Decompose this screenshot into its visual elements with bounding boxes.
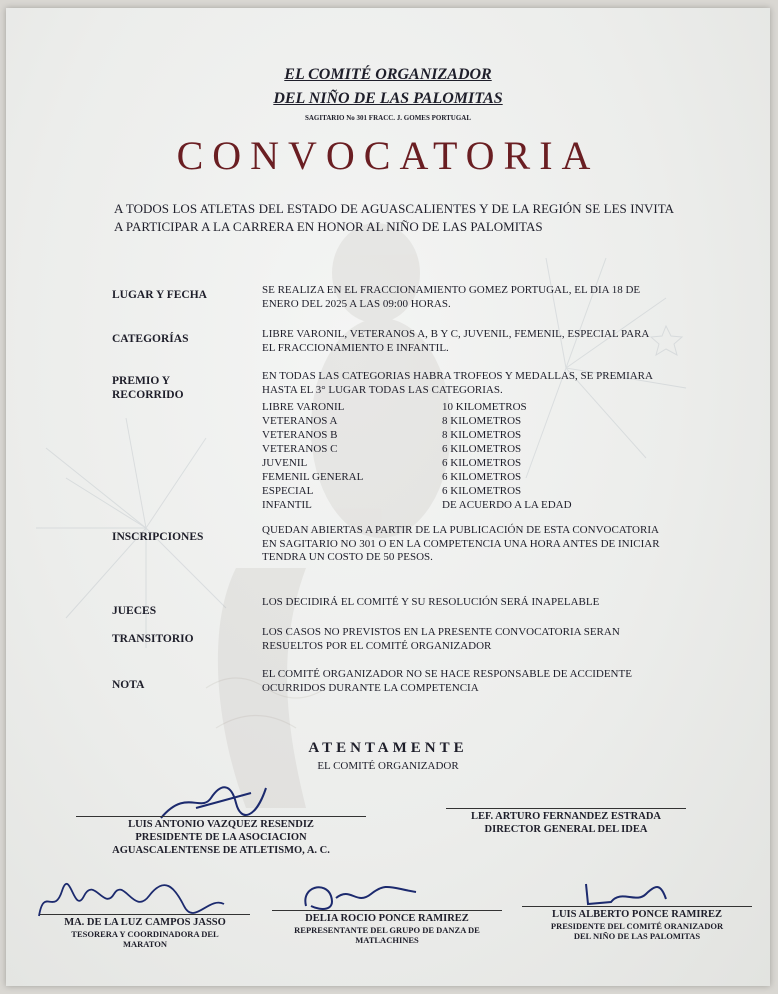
signature-role: DIRECTOR GENERAL DEL IDEA (484, 824, 648, 835)
label-jueces: JUECES (112, 605, 157, 617)
signature-block-3 (40, 914, 250, 949)
distance-row (262, 484, 662, 498)
text-inscripciones: QUEDAN ABIERTAS A PARTIR DE LA PUBLICACIÓN DE ESTA CONVOCATORIA EN SAGITARIO NO 301 O EN LA COMPETENCIA UNA HORA ANTES DE INICIAR TENDRA UN COSTO DE 50 PESOS. (262, 524, 660, 563)
signature-block-2 (446, 808, 686, 836)
distance-row (262, 442, 662, 456)
document-title: CONVOCATORIA (176, 133, 600, 178)
distance-row (262, 470, 662, 484)
label-transitorio: TRANSITORIO (112, 633, 194, 645)
signature-name: LUIS ALBERTO PONCE RAMIREZ (551, 909, 723, 920)
distance-row (262, 414, 662, 428)
distance-table (262, 400, 662, 512)
signature-block-5 (522, 906, 752, 941)
distance-value: 6 KILOMETROS (442, 471, 522, 483)
organizer-line-2: DEL NIÑO DE LAS PALOMITAS (273, 90, 503, 107)
distance-category: VETERANOS B (262, 429, 338, 441)
signature-role: TESORERA Y COORDINADORA DEL (71, 929, 219, 939)
text-categorias: LIBRE VARONIL, VETERANOS A, B Y C, JUVENIL, FEMENIL, ESPECIAL PARA EL FRACCIONAMIENTO E INFANTIL. (262, 328, 649, 354)
distance-value: 8 KILOMETROS (442, 429, 522, 441)
intro-paragraph: A TODOS LOS ATLETAS DEL ESTADO DE AGUASCALIENTES Y DE LA REGIÓN SE LES INVITA A PARTICIPAR A LA CARRERA EN HONOR AL NIÑO DE LAS PALOMITAS (114, 201, 674, 234)
distance-row (262, 498, 662, 512)
distance-row (262, 456, 662, 470)
signature-block-1 (76, 816, 366, 857)
distance-row (262, 400, 662, 414)
signature-name: LEF. ARTURO FERNANDEZ ESTRADA (470, 811, 662, 822)
text-premio: EN TODAS LAS CATEGORIAS HABRA TROFEOS Y MEDALLAS, SE PREMIARA HASTA EL 3° LUGAR TODAS LAS CATEGORIAS. (262, 370, 653, 396)
distance-category: LIBRE VARONIL (262, 401, 345, 413)
distance-category: FEMENIL GENERAL (262, 471, 364, 483)
distance-row (262, 428, 662, 442)
text-lugar-fecha: SE REALIZA EN EL FRACCIONAMIENTO GOMEZ PORTUGAL, EL DIA 18 DE ENERO DEL 2025 A LAS 09:00 HORAS. (262, 284, 641, 310)
document-page (6, 8, 770, 986)
signature-role: DEL NIÑO DE LAS PALOMITAS (573, 931, 701, 941)
distance-value: 6 KILOMETROS (442, 443, 522, 455)
organizer-line-1: EL COMITÉ ORGANIZADOR (284, 66, 492, 83)
closing-title: ATENTAMENTE (308, 740, 468, 756)
label-nota: NOTA (112, 679, 145, 691)
signature-role: PRESIDENTE DEL COMITÉ ORANIZADOR (550, 921, 724, 931)
distance-value: 10 KILOMETROS (442, 401, 527, 413)
distance-value: DE ACUERDO A LA EDAD (442, 499, 572, 511)
signature-role: PRESIDENTE DE LA ASOCIACION (135, 832, 307, 843)
text-transitorio: LOS CASOS NO PREVISTOS EN LA PRESENTE CONVOCATORIA SERAN RESUELTOS POR EL COMITÉ ORGANIZADOR (262, 626, 620, 652)
signature-block-4 (272, 910, 502, 945)
distance-value: 6 KILOMETROS (442, 457, 522, 469)
distance-category: VETERANOS C (262, 443, 338, 455)
distance-value: 6 KILOMETROS (442, 485, 522, 497)
label-categorias: CATEGORÍAS (112, 333, 189, 345)
organizer-address: SAGITARIO No 301 FRACC. J. GOMES PORTUGAL (304, 114, 472, 122)
signature-name: DELIA ROCIO PONCE RAMIREZ (305, 913, 469, 924)
distance-category: JUVENIL (262, 457, 308, 469)
label-premio-line1: PREMIO Y (112, 375, 171, 387)
label-lugar-fecha: LUGAR Y FECHA (112, 289, 207, 301)
signature-role: AGUASCALENTENSE DE ATLETISMO, A. C. (112, 845, 330, 856)
text-jueces: LOS DECIDIRÁ EL COMITÉ Y SU RESOLUCIÓN SERÁ INAPELABLE (262, 596, 600, 608)
label-premio-line2: RECORRIDO (112, 389, 184, 401)
distance-category: VETERANOS A (262, 415, 338, 427)
closing-subtitle: EL COMITÉ ORGANIZADOR (317, 760, 459, 772)
distance-value: 8 KILOMETROS (442, 415, 522, 427)
text-nota: EL COMITÉ ORGANIZADOR NO SE HACE RESPONSABLE DE ACCIDENTE OCURRIDOS DURANTE LA COMPETENCIA (262, 668, 632, 694)
signature-role: MARATON (122, 939, 168, 949)
distance-category: INFANTIL (262, 499, 312, 511)
label-premio (112, 374, 184, 402)
signature-role: MATLACHINES (355, 935, 419, 945)
signature-role: REPRESENTANTE DEL GRUPO DE DANZA DE (294, 925, 480, 935)
signature-name: MA. DE LA LUZ CAMPOS JASSO (64, 917, 226, 928)
distance-category: ESPECIAL (262, 485, 314, 497)
label-inscripciones: INSCRIPCIONES (112, 531, 204, 543)
signature-name: LUIS ANTONIO VAZQUEZ RESENDIZ (128, 819, 314, 830)
